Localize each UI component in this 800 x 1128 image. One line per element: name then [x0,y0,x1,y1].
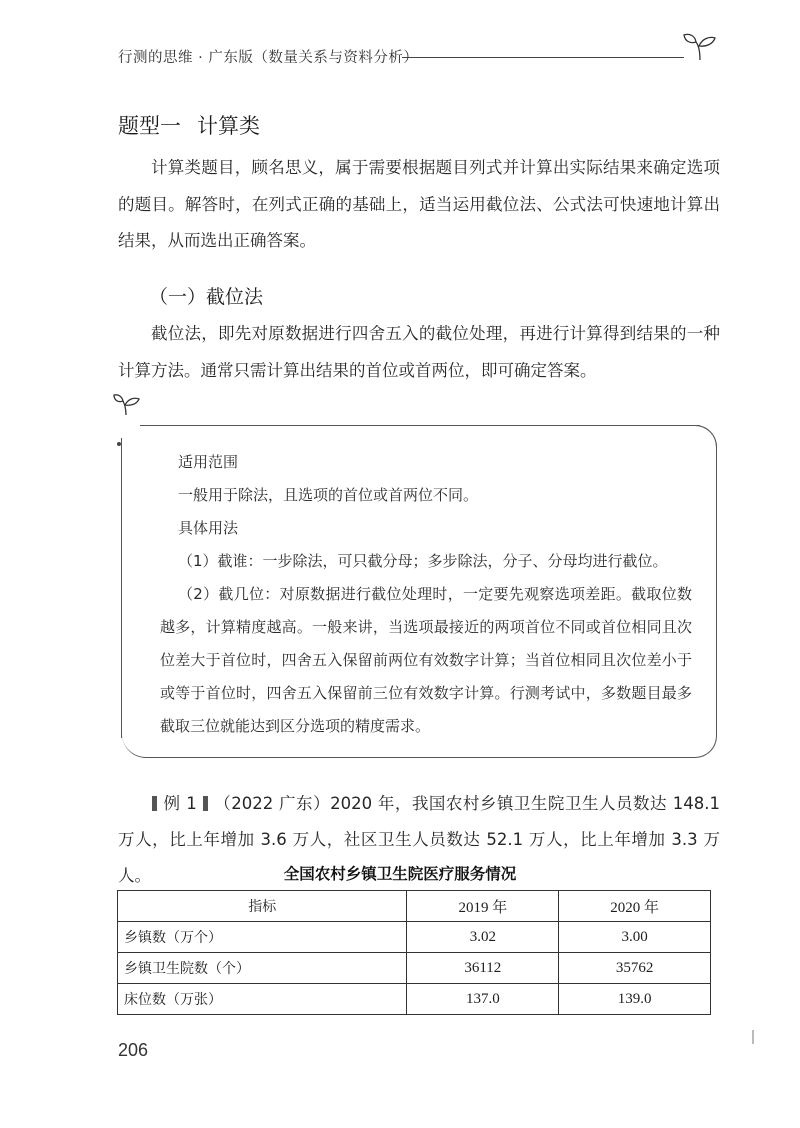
tip-box-bullet [117,442,121,446]
example-label: 例 1 [163,794,197,813]
subsection-title: （一）截位法 [149,286,264,308]
tip-box-corner [690,425,717,452]
tip-box-left-border [121,438,122,738]
section-title [118,110,260,140]
example-mark-right [203,796,208,811]
table-caption: 全国农村乡镇卫生院医疗服务情况 [283,865,517,883]
scope-text: 一般用于除法，且选项的首位或首两位不同。 [178,486,479,504]
usage-heading: 具体用法 [178,519,239,537]
table-cell: 3.00 [559,922,711,953]
usage-item-1: （1）截谁：一步除法，可只截分母；多步除法，分子、分母均进行截位。 [178,552,668,570]
usage-item-2: （2）截几位：对原数据进行截位处理时，一定要先观察选项差距。截取位数越多，计算精度越高。一般来讲，当选项最接近的两项首位不同或首位相同且次位差大于首位时，四舍五入保留前两位有效数字计算；当首位相同且次位差小于或等于首位时，四舍五入保留前三位有效数字计算。行测考试中，多数题目最多截取三位就能达到区分选项的精度需求。 [160,585,692,735]
table-header-cell: 2019 年 [407,891,559,922]
header-rule [402,57,684,58]
tip-box-top-border [140,425,700,426]
data-table [117,890,711,1015]
example-text: （2022 广东）2020 年，我国农村乡镇卫生院卫生人员数达 148.1 万人，比上年增加 3.6 万人，社区卫生人员数达 52.1 万人，比上年增加 3.3 万人。 [118,794,720,885]
table-row [118,953,711,984]
subsection-intro [118,316,720,389]
scope-heading: 适用范围 [178,453,239,471]
section-intro [118,150,720,260]
table-header-row [118,891,711,922]
table-cell: 36112 [407,953,559,984]
table-cell-label: 床位数（万张） [118,984,407,1015]
section-intro-text: 计算类题目，顾名思义，属于需要根据题目列式并计算出实际结果来确定选项的题目。解答时，在列式正确的基础上，适当运用截位法、公式法可快速地计算出结果，从而选出正确答案。 [118,158,720,250]
table-row [118,922,711,953]
running-header: 行测的思维 · 广东版（数量关系与资料分析） [118,50,419,66]
page-number: 206 [118,1040,149,1060]
table-cell: 139.0 [559,984,711,1015]
section-title-number: 题型一 [118,114,181,138]
table-cell-label: 乡镇卫生院数（个） [118,953,407,984]
sprout-icon [682,30,718,62]
table-header-cell: 2020 年 [559,891,711,922]
sprout-tip-icon [112,391,142,417]
table-row [118,984,711,1015]
subsection-intro-text: 截位法，即先对原数据进行四舍五入的截位处理，再进行计算得到结果的一种计算方法。通常只需计算出结果的首位或首两位，即可确定答案。 [118,324,720,380]
table-header-cell: 指标 [118,891,407,922]
table-cell: 35762 [559,953,711,984]
tip-box-content [160,446,692,743]
table-cell: 3.02 [407,922,559,953]
table-cell-label: 乡镇数（万个） [118,922,407,953]
example-mark-left [152,796,157,811]
scan-artifact [752,1030,754,1044]
table-cell: 137.0 [407,984,559,1015]
section-title-text: 计算类 [197,114,260,138]
